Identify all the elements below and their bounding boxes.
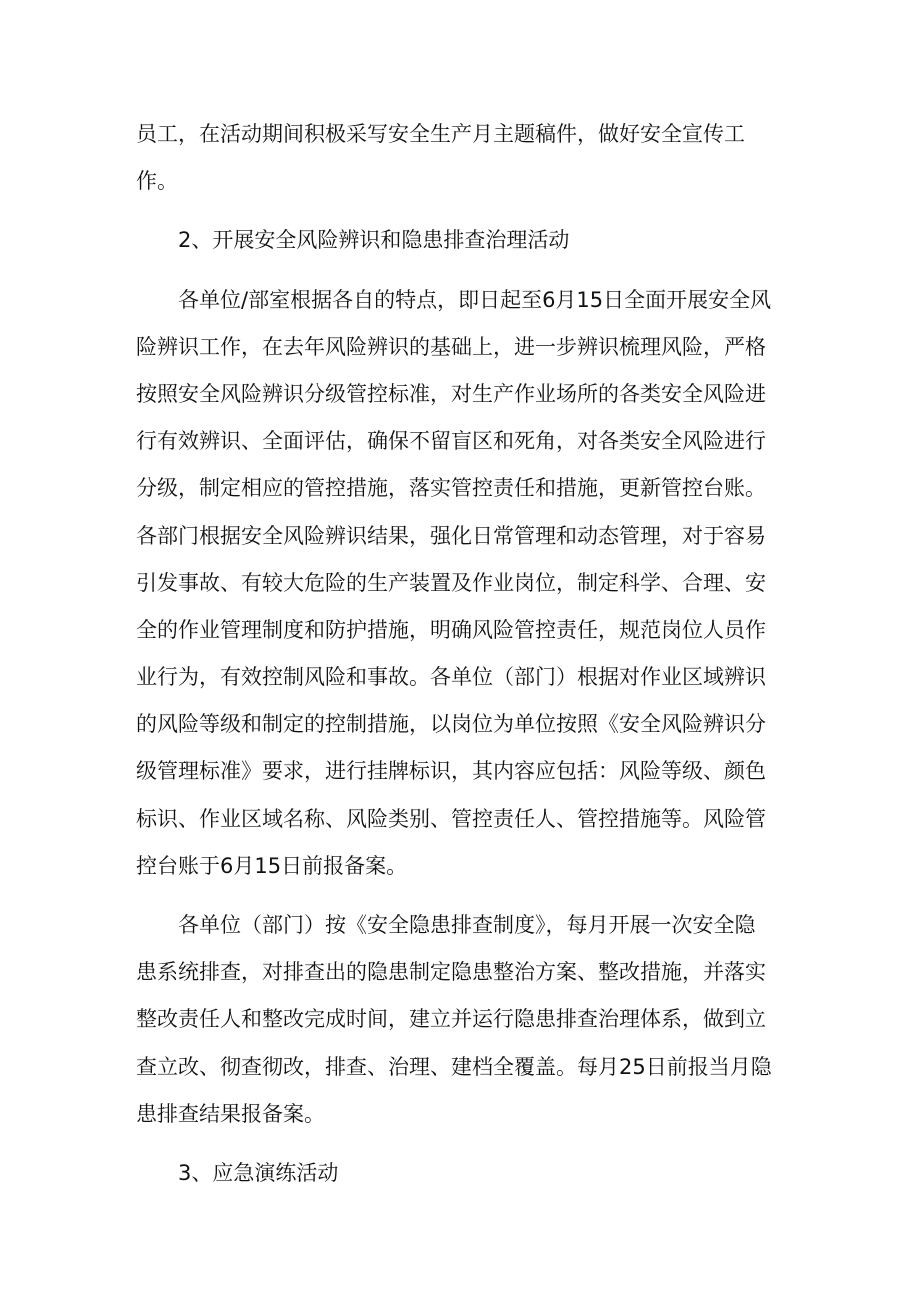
text-line: 整改责任人和整改完成时间，建立并运行隐患排查治理体系，做到立 [136,1007,766,1032]
text-line: 各单位/部室根据各自的特点，即日起至6月15日全面开展安全风 [178,287,772,312]
text-line: 引发事故、有较大危险的生产装置及作业岗位，制定科学、合理、安 [136,570,766,595]
text-line: 全的作业管理制度和防护措施，明确风险管控责任，规范岗位人员作 [136,617,766,642]
text-line: 的风险等级和制定的控制措施，以岗位为单位按照《安全风险辨识分 [136,712,766,737]
paragraph-hazard-inspection [136,902,782,1138]
text-line: 控台账于6月15日前报备案。 [136,853,408,878]
text-line: 各单位（部门）按《安全隐患排查制度》，每月开展一次安全隐 [178,913,756,937]
section-heading-3: 3、应急演练活动 [178,1160,339,1185]
text-line: 作。 [136,169,178,194]
text-line: 查立改、彻查彻改，排查、治理、建档全覆盖。每月25日前报当月隐 [136,1054,772,1079]
paragraph-risk-identification [136,277,782,890]
text-line: 级管理标准》要求，进行挂牌标识，其内容应包括：风险等级、颜色 [136,759,766,784]
text-line: 按照安全风险辨识分级管控标准，对生产作业场所的各类安全风险进 [136,381,766,406]
text-line: 险辨识工作，在去年风险辨识的基础上，进一步辨识梳理风险，严格 [136,334,766,359]
section-heading-2: 2、开展安全风险辨识和隐患排查治理活动 [178,228,570,253]
text-line: 业行为，有效控制风险和事故。各单位（部门）根据对作业区域辨识 [136,665,766,690]
text-line: 患排查结果报备案。 [136,1101,325,1126]
text-line: 行有效辨识、全面评估，确保不留盲区和死角，对各类安全风险进行 [136,429,766,454]
text-line: 患系统排查，对排查出的隐患制定隐患整治方案、整改措施，并落实 [136,960,766,985]
text-line: 各部门根据安全风险辨识结果，强化日常管理和动态管理，对于容易 [136,523,766,548]
text-line: 员工，在活动期间积极采写安全生产月主题稿件，做好安全宣传工 [136,122,745,146]
paragraph-intro-tail [136,111,782,205]
text-line: 标识、作业区域名称、风险类别、管控责任人、管控措施等。风险管 [136,806,766,831]
text-line: 分级，制定相应的管控措施，落实管控责任和措施，更新管控台账。 [136,476,766,501]
